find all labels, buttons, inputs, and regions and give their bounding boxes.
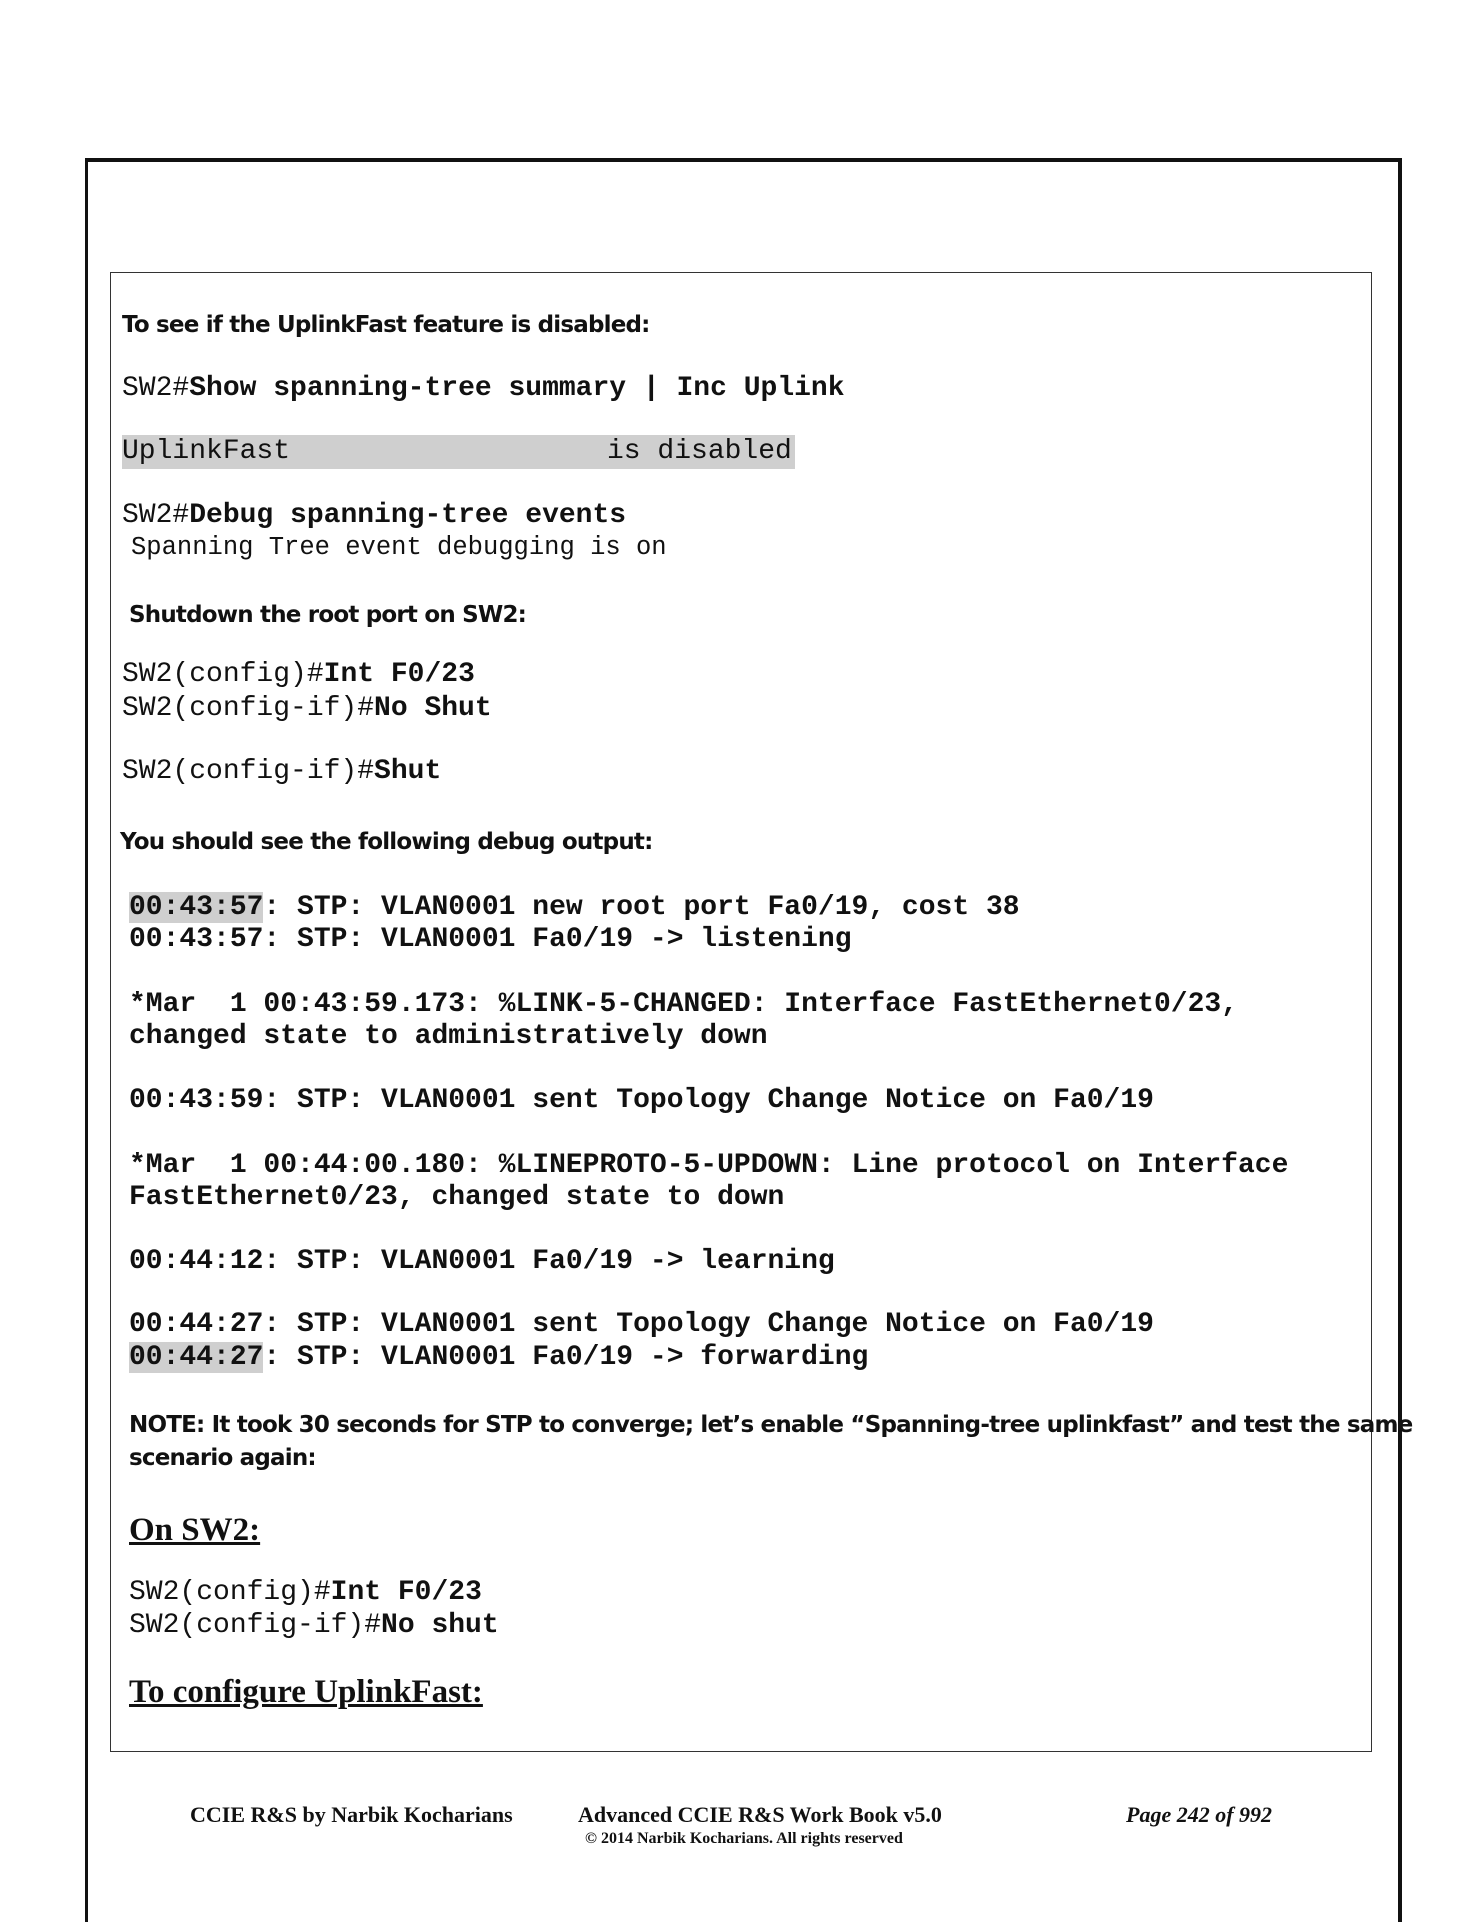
config-line (122, 755, 441, 789)
prompt: SW2(config-if)# (122, 756, 375, 787)
heading-on-sw2: On SW2: (129, 1512, 261, 1548)
uplinkfast-status-line (122, 435, 795, 469)
debug-text: : STP: VLAN0001 Fa0/19 -> forwarding (263, 1342, 869, 1373)
prompt: SW2(config)# (122, 659, 324, 690)
debug-line: 00:43:57: STP: VLAN0001 Fa0/19 -> listening (129, 924, 852, 955)
debug-on-output: Spanning Tree event debugging is on (131, 533, 667, 562)
config-line (122, 692, 492, 726)
debug-line: FastEthernet0/23, changed state to down (129, 1182, 785, 1213)
debug-line: *Mar 1 00:43:59.173: %LINK-5-CHANGED: Interface FastEthernet0/23, (129, 989, 1238, 1020)
timestamp-highlight: 00:44:27 (129, 1342, 264, 1373)
command: Shut (374, 756, 442, 787)
config-line (129, 1609, 499, 1643)
command: No Shut (374, 693, 492, 724)
uplinkfast-label: UplinkFast (122, 436, 291, 467)
debug-line: changed state to administratively down (129, 1021, 768, 1052)
debug-line: 00:44:12: STP: VLAN0001 Fa0/19 -> learning (129, 1246, 835, 1277)
heading-shutdown: Shutdown the root port on SW2: (129, 602, 527, 628)
prompt: SW2# (122, 500, 190, 531)
prompt: SW2(config-if)# (122, 693, 375, 724)
footer-book-title: Advanced CCIE R&S Work Book v5.0 (578, 1802, 942, 1827)
heading-debug-output: You should see the following debug output: (120, 829, 653, 855)
prompt: SW2(config)# (129, 1577, 331, 1608)
debug-line: 00:43:59: STP: VLAN0001 sent Topology Change Notice on Fa0/19 (129, 1085, 1154, 1116)
heading-configure-uplinkfast: To configure UplinkFast: (129, 1674, 483, 1710)
note-line: NOTE: It took 30 seconds for STP to converge; let’s enable “Spanning-tree uplinkfast” and test the same (129, 1412, 1413, 1438)
debug-line: 00:44:27: STP: VLAN0001 sent Topology Change Notice on Fa0/19 (129, 1309, 1154, 1340)
command: Int F0/23 (330, 1577, 482, 1608)
footer-author: CCIE R&S by Narbik Kocharians (190, 1802, 513, 1827)
command: Debug spanning-tree events (189, 500, 627, 531)
debug-text: : STP: VLAN0001 new root port Fa0/19, cost 38 (263, 892, 1020, 923)
footer-copyright: © 2014 Narbik Kocharians. All rights reserved (585, 1830, 903, 1847)
heading-check-uplinkfast: To see if the UplinkFast feature is disabled: (122, 312, 650, 338)
prompt: SW2(config-if)# (129, 1610, 382, 1641)
command: Show spanning-tree summary | Inc Uplink (189, 373, 845, 404)
note-line: scenario again: (129, 1445, 316, 1471)
debug-line: *Mar 1 00:44:00.180: %LINEPROTO-5-UPDOWN: Line protocol on Interface (129, 1150, 1289, 1181)
prompt: SW2# (122, 373, 190, 404)
debug-line (129, 891, 1020, 925)
timestamp-highlight: 00:43:57 (129, 892, 264, 923)
debug-line (129, 1341, 868, 1375)
command: Int F0/23 (323, 659, 475, 690)
config-line (129, 1576, 482, 1610)
config-line (122, 658, 475, 692)
footer-page-number: Page 242 of 992 (1126, 1802, 1273, 1827)
debug-command-line (122, 499, 626, 533)
command: No shut (381, 1610, 499, 1641)
uplinkfast-status: is disabled (607, 436, 792, 467)
show-command-line (122, 372, 845, 406)
